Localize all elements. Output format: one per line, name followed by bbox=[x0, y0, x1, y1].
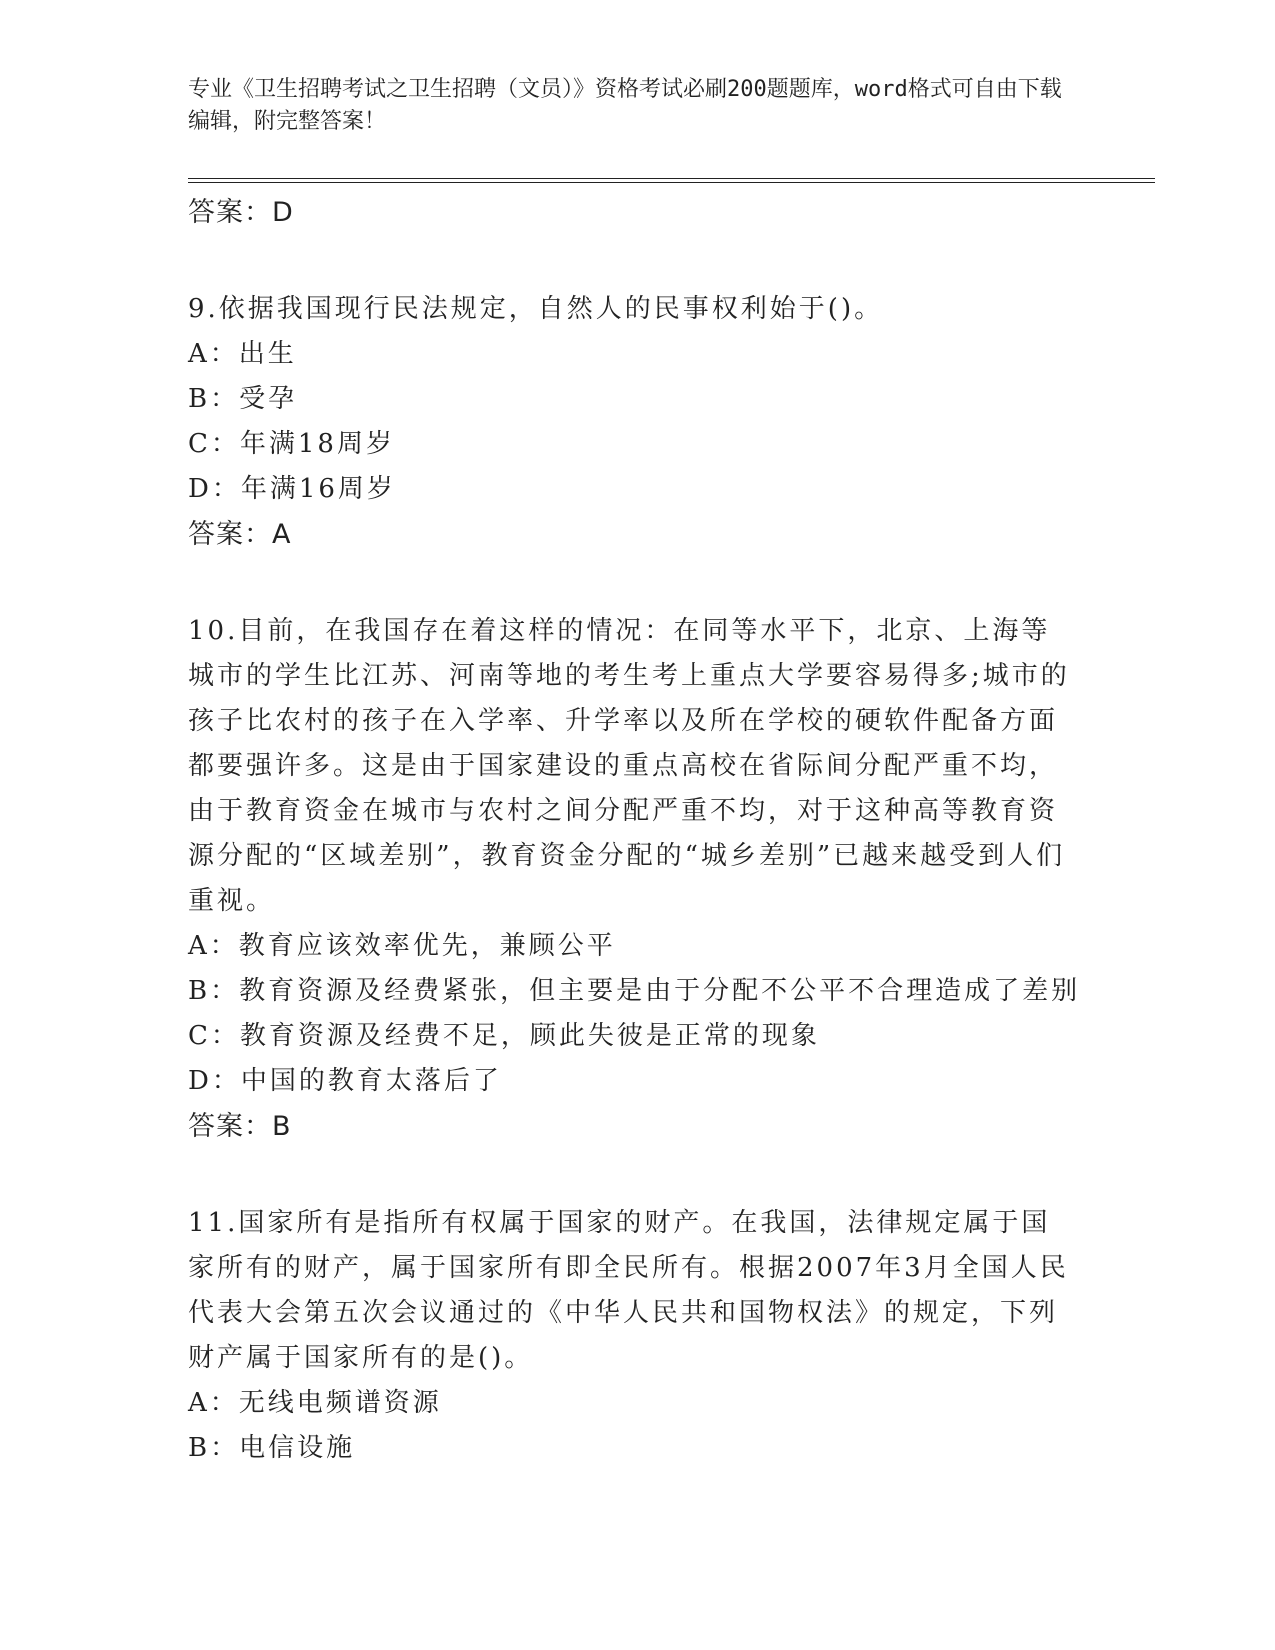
answer-line: 答案：A bbox=[188, 519, 292, 550]
option-c: C：年满18周岁 bbox=[188, 429, 395, 459]
option-c: C：教育资源及经费不足，顾此失彼是正常的现象 bbox=[188, 1021, 820, 1051]
option-a: A：出生 bbox=[188, 339, 297, 369]
question-text: 11.国家所有是指所有权属于国家的财产。在我国，法律规定属于国家所有的财产，属于国家所有即全民所有。根据2007年3月全国人民代表大会第五次会议通过的《中华人民共和国物权法》的规定，下列财产属于国家所有的是()。 bbox=[188, 1208, 1069, 1373]
option-b: B：电信设施 bbox=[188, 1433, 356, 1463]
option-b: B：受孕 bbox=[188, 384, 298, 414]
document-body bbox=[188, 190, 1081, 1471]
option-d: D：年满16周岁 bbox=[188, 474, 396, 504]
option-a: A：无线电频谱资源 bbox=[188, 1388, 442, 1418]
question-text: 10.目前，在我国存在着这样的情况：在同等水平下，北京、上海等城市的学生比江苏、河南等地的考生考上重点大学要容易得多;城市的孩子比农村的孩子在入学率、升学率以及所在学校的硬软件配备方面都要强许多。这是由于国家建设的重点高校在省际间分配严重不均，由于教育资金在城市与农村之间分配严重不均，对于这种高等教育资源分配的“区域差别”，教育资金分配的“城乡差别”已越来越受到人们重视。 bbox=[188, 616, 1070, 916]
option-d: D：中国的教育太落后了 bbox=[188, 1066, 502, 1096]
option-b: B：教育资源及经费紧张，但主要是由于分配不公平不合理造成了差别 bbox=[188, 976, 1081, 1006]
question-text: 9.依据我国现行民法规定，自然人的民事权利始于()。 bbox=[188, 294, 884, 324]
question-11 bbox=[188, 1201, 1078, 1471]
header-divider bbox=[188, 178, 1155, 183]
header-title: 专业《卫生招聘考试之卫生招聘（文员）》资格考试必刷200题题库，word格式可自由下载编辑，附完整答案！ bbox=[188, 77, 1062, 134]
answer-line: 答案：D bbox=[188, 197, 294, 228]
option-a: A：教育应该效率优先，兼顾公平 bbox=[188, 931, 616, 961]
page-header bbox=[188, 74, 1068, 138]
answer-line: 答案：B bbox=[188, 1111, 292, 1142]
question-10 bbox=[188, 609, 1081, 1149]
question-9 bbox=[188, 287, 1078, 557]
